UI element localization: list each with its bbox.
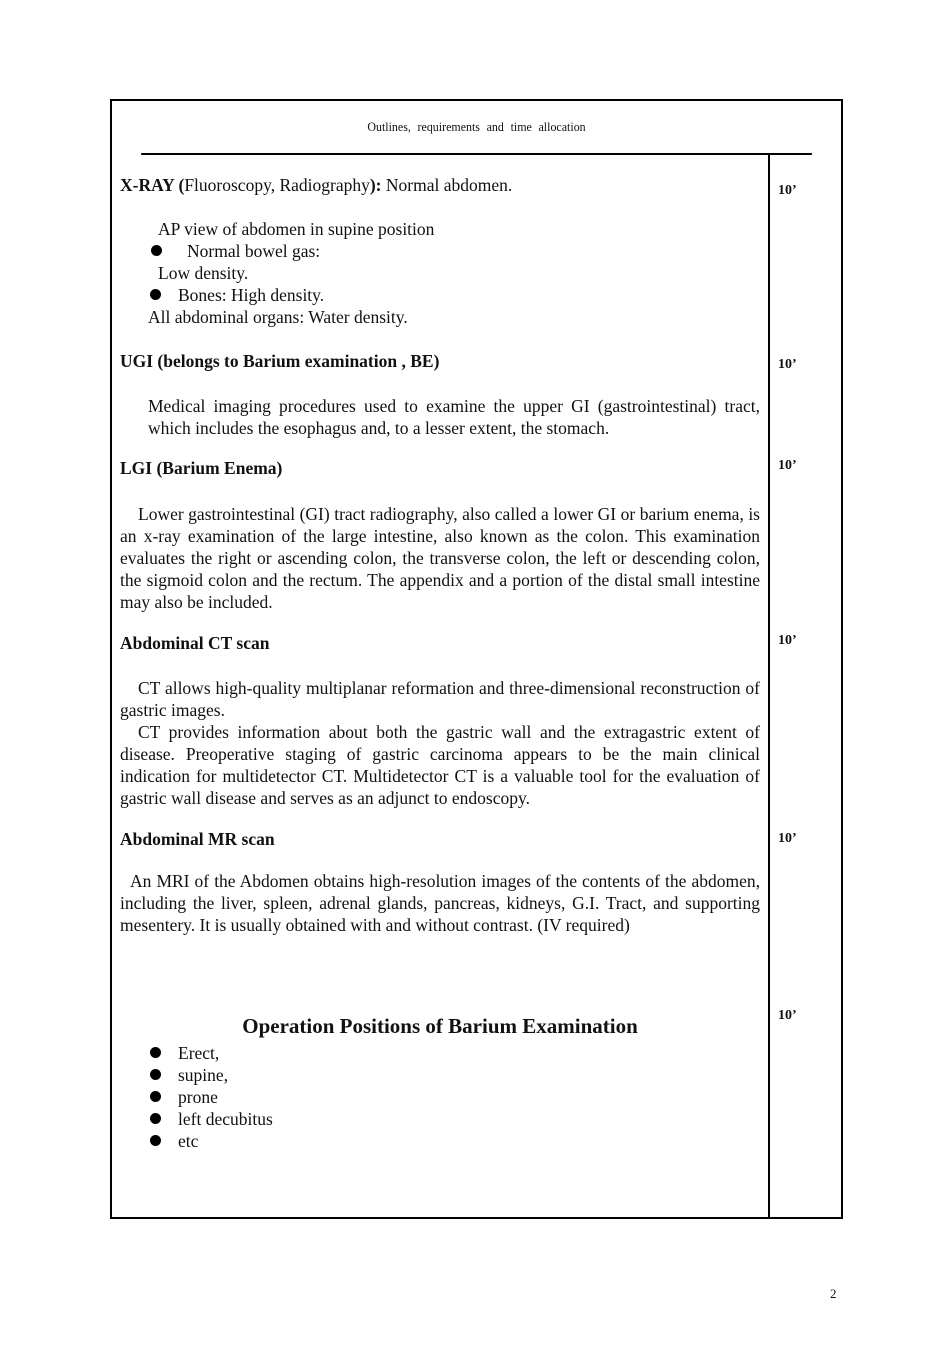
mr-time: 10’: [778, 831, 797, 846]
bullet-icon: [151, 245, 162, 256]
xray-heading-tail: Normal abdomen.: [381, 175, 513, 195]
position-item-label: prone: [178, 1087, 218, 1107]
time-column-divider: [768, 155, 770, 1217]
ct-time: 10’: [778, 633, 797, 648]
position-item: [150, 1064, 228, 1086]
lgi-time: 10’: [778, 458, 797, 473]
ugi-heading: UGI (belongs to Barium examination , BE): [120, 351, 440, 371]
position-item: [150, 1130, 198, 1152]
xray-heading-methods: Fluoroscopy, Radiography: [184, 175, 370, 195]
xray-bullet-bones: [150, 284, 324, 306]
lgi-heading: LGI (Barium Enema): [120, 458, 283, 478]
position-item: [150, 1086, 218, 1108]
position-item-label: Erect,: [178, 1043, 220, 1063]
bullet-icon: [150, 289, 161, 300]
ct-paragraph-1: CT allows high-quality multiplanar reformation and three-dimensional reconstruction of gastric images.: [120, 678, 760, 720]
xray-bullet-bones-text: Bones: High density.: [178, 285, 325, 305]
ct-heading: Abdominal CT scan: [120, 633, 270, 653]
ugi-paragraph: Medical imaging procedures used to examine the upper GI (gastrointestinal) tract, which includes the esophagus and, to a lesser extent, the stomach.: [148, 396, 760, 438]
table-header: Outlines, requirements and time allocation: [141, 101, 812, 155]
mr-paragraph: An MRI of the Abdomen obtains high-resolution images of the contents of the abdomen, including the liver, spleen, adrenal glands, pancreas, kidneys, G.I. Tract, and supporting mesentery. It is usually obtained with and without contrast. (IV required): [120, 871, 760, 935]
bullet-icon: [150, 1135, 161, 1146]
operation-time: 10’: [778, 1008, 797, 1023]
xray-line-low-density: Low density.: [158, 263, 249, 283]
xray-heading: [120, 174, 512, 196]
bullet-icon: [150, 1113, 161, 1124]
bullet-icon: [150, 1047, 161, 1058]
xray-time: 10’: [778, 183, 797, 198]
bullet-icon: [150, 1069, 161, 1080]
xray-bullet-bowel-gas-text: Normal bowel gas:: [187, 241, 321, 261]
position-item-label: etc: [178, 1131, 199, 1151]
position-item: [150, 1108, 273, 1130]
xray-line-ap-view: AP view of abdomen in supine position: [158, 219, 435, 239]
position-item: [150, 1042, 219, 1064]
ct-paragraph-2: CT provides information about both the gastric wall and the extragastric extent of disease. Preoperative staging of gastric carcinoma appears to be the main clinical indication for multidetector CT. Multidetector CT is a valuable tool for the evaluation of gastric wall disease and serves as an adjunct to endoscopy.: [120, 722, 760, 808]
operation-title: Operation Positions of Barium Examination: [242, 1014, 638, 1038]
position-item-label: left decubitus: [178, 1109, 273, 1129]
position-item-label: supine,: [178, 1065, 229, 1085]
ugi-time: 10’: [778, 357, 797, 372]
bullet-icon: [150, 1091, 161, 1102]
mr-heading: Abdominal MR scan: [120, 829, 275, 849]
page-number: 2: [830, 1286, 837, 1301]
xray-heading-close: ):: [369, 175, 382, 195]
xray-line-organs: All abdominal organs: Water density.: [148, 307, 408, 327]
xray-bullet-bowel-gas: [151, 240, 320, 262]
lgi-paragraph: Lower gastrointestinal (GI) tract radiography, also called a lower GI or barium enema, is an x-ray examination of the large intestine, also known as the colon. This examination evaluates the right or ascending colon, the transverse colon, the left or descending colon, the sigmoid colon and the rectum. The appendix and a portion of the distal small intestine may also be included.: [120, 504, 760, 612]
xray-heading-bold: X-RAY (: [120, 175, 185, 195]
